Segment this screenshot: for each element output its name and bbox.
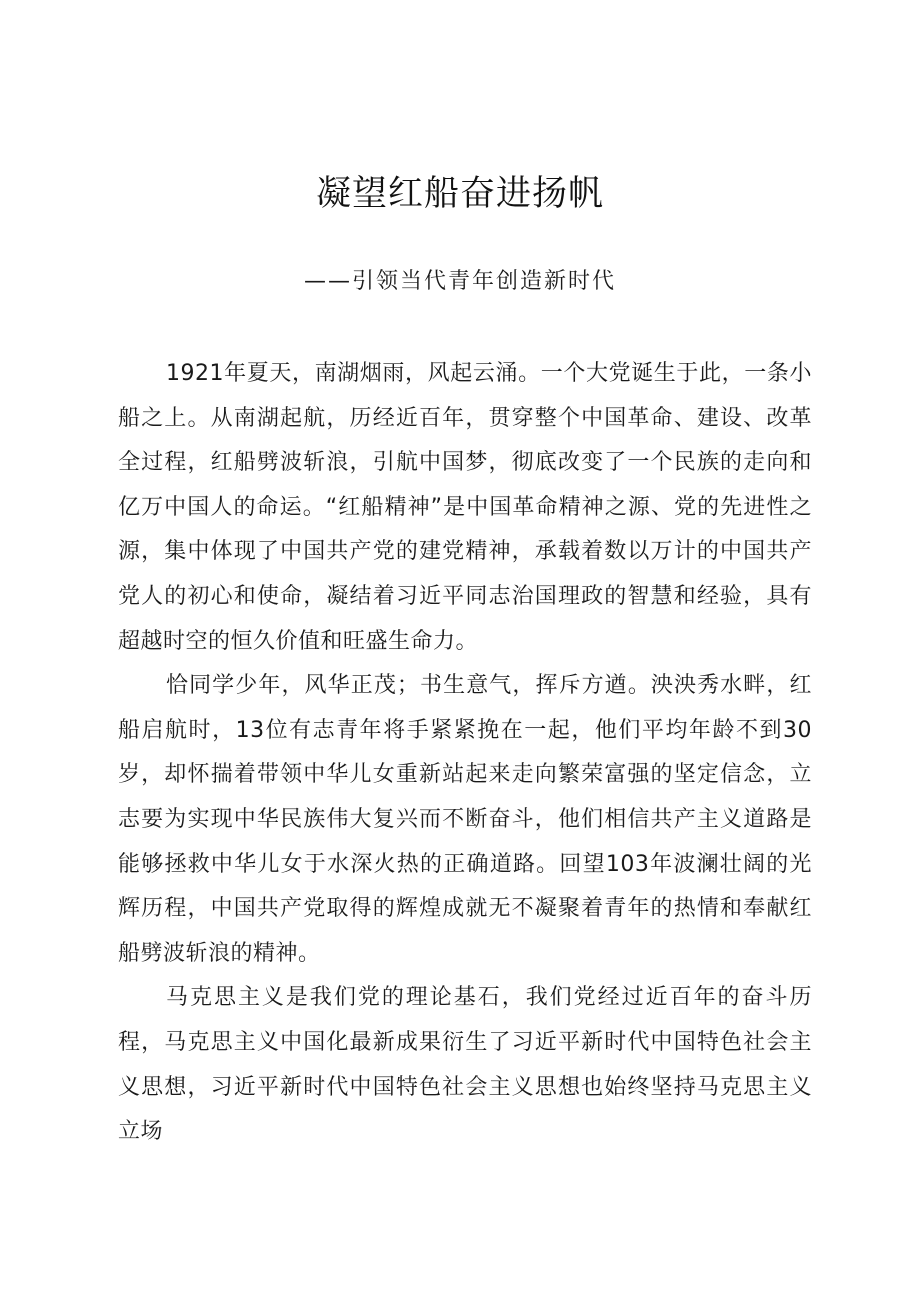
paragraph-1: 1921年夏天，南湖烟雨，风起云涌。一个大党诞生于此，一条小船之上。从南湖起航，历经近百年，贯穿整个中国革命、建设、改革全过程，红船劈波斩浪，引航中国梦，彻底改变了一个民族的走向和亿万中国人的命运。“红船精神”是中国革命精神之源、党的先进性之源，集中体现了中国共产党的建党精神，承载着数以万计的中国共产党人的初心和使命，凝结着习近平同志治国理政的智慧和经验，具有超越时空的恒久价值和旺盛生命力。 [118,361,812,654]
document-subtitle: ——引领当代青年创造新时代 [303,269,616,294]
document-title: 凝望红船奋进扬帆 [315,174,604,214]
paragraph-2: 恰同学少年，风华正茂；书生意气，挥斥方遒。泱泱秀水畔，红船启航时，13位有志青年将手紧紧挽在一起，他们平均年龄不到30岁，却怀揣着带领中华儿女重新站起来走向繁荣富强的坚定信念，立志要为实现中华民族伟大复兴而不断奋斗，他们相信共产主义道路是能够拯救中华儿女于水深火热的正确道路。回望103年波澜壮阔的光辉历程，中国共产党取得的辉煌成就无不凝聚着青年的热情和奉献红船劈波斩浪的精神。 [118,673,812,966]
document-body [118,352,812,1155]
paragraph-3: 马克思主义是我们党的理论基石，我们党经过近百年的奋斗历程，马克思主义中国化最新成果衍生了习近平新时代中国特色社会主义思想，习近平新时代中国特色社会主义思想也始终坚持马克思主义立场 [118,985,812,1145]
